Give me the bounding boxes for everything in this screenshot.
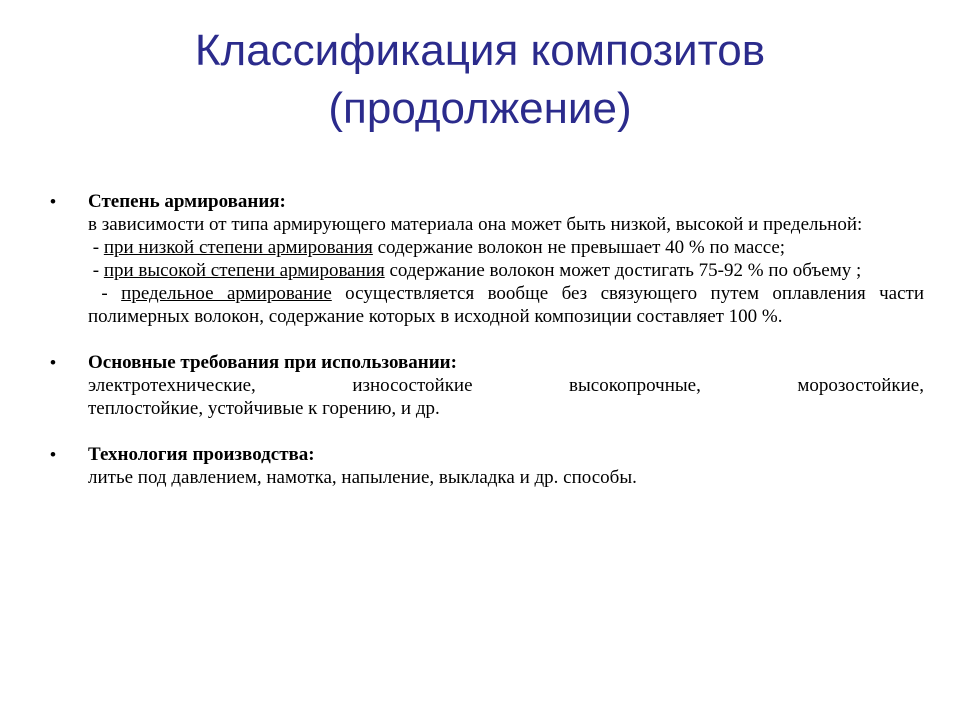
bullet-icon: • (50, 353, 56, 372)
item-text: литье под давлением, намотка, напыление, выкладка и др. способы. (88, 467, 637, 488)
sub-item-high: - при высокой степени армирования содержание волокон может достигать 75-92 % по объему ; (88, 260, 862, 281)
bullet-item-reinforcement (50, 190, 924, 328)
bullet-list (50, 190, 924, 512)
sub-item-text: содержание волокон не превышает 40 % по массе; (372, 237, 786, 258)
sub-item-ultimate: - предельное армирование осуществляется вообще без связующего путем оплавления части полимерных волокон, содержание которых в исходной композиции составляет 100 %. (88, 283, 924, 327)
bullet-icon: • (50, 192, 56, 211)
slide-title-line-2: (продолжение) (328, 84, 632, 133)
sub-item-term: при низкой степени армирования (103, 237, 373, 258)
item-text-line-2: теплостойкие, устойчивые к горению, и др. (88, 398, 440, 419)
item-heading: Степень армирования: (88, 191, 286, 212)
item-heading: Технология производства: (88, 444, 315, 465)
bullet-item-technology (50, 443, 924, 489)
item-text-line-1: электротехнические, износостойкие высокопрочные, морозостойкие, (88, 375, 924, 396)
slide-title (0, 22, 960, 138)
bullet-item-requirements (50, 351, 924, 420)
item-intro: в зависимости от типа армирующего материала она может быть низкой, высокой и предельной: (88, 214, 863, 235)
sub-item-low: - при низкой степени армирования содержание волокон не превышает 40 % по массе; (88, 237, 786, 258)
bullet-icon: • (50, 445, 56, 464)
item-heading: Основные требования при использовании: (88, 352, 457, 373)
sub-item-text: содержание волокон может достигать 75-92 % по объему ; (384, 260, 862, 281)
sub-item-term: при высокой степени армирования (103, 260, 385, 281)
slide-title-line-1: Классификация композитов (194, 26, 766, 75)
sub-item-term: предельное армирование (121, 283, 332, 304)
sub-item-text: осуществляется вообще без связующего путем оплавления части полимерных волокон, содержание которых в исходной композиции составляет 100 %. (88, 283, 924, 327)
